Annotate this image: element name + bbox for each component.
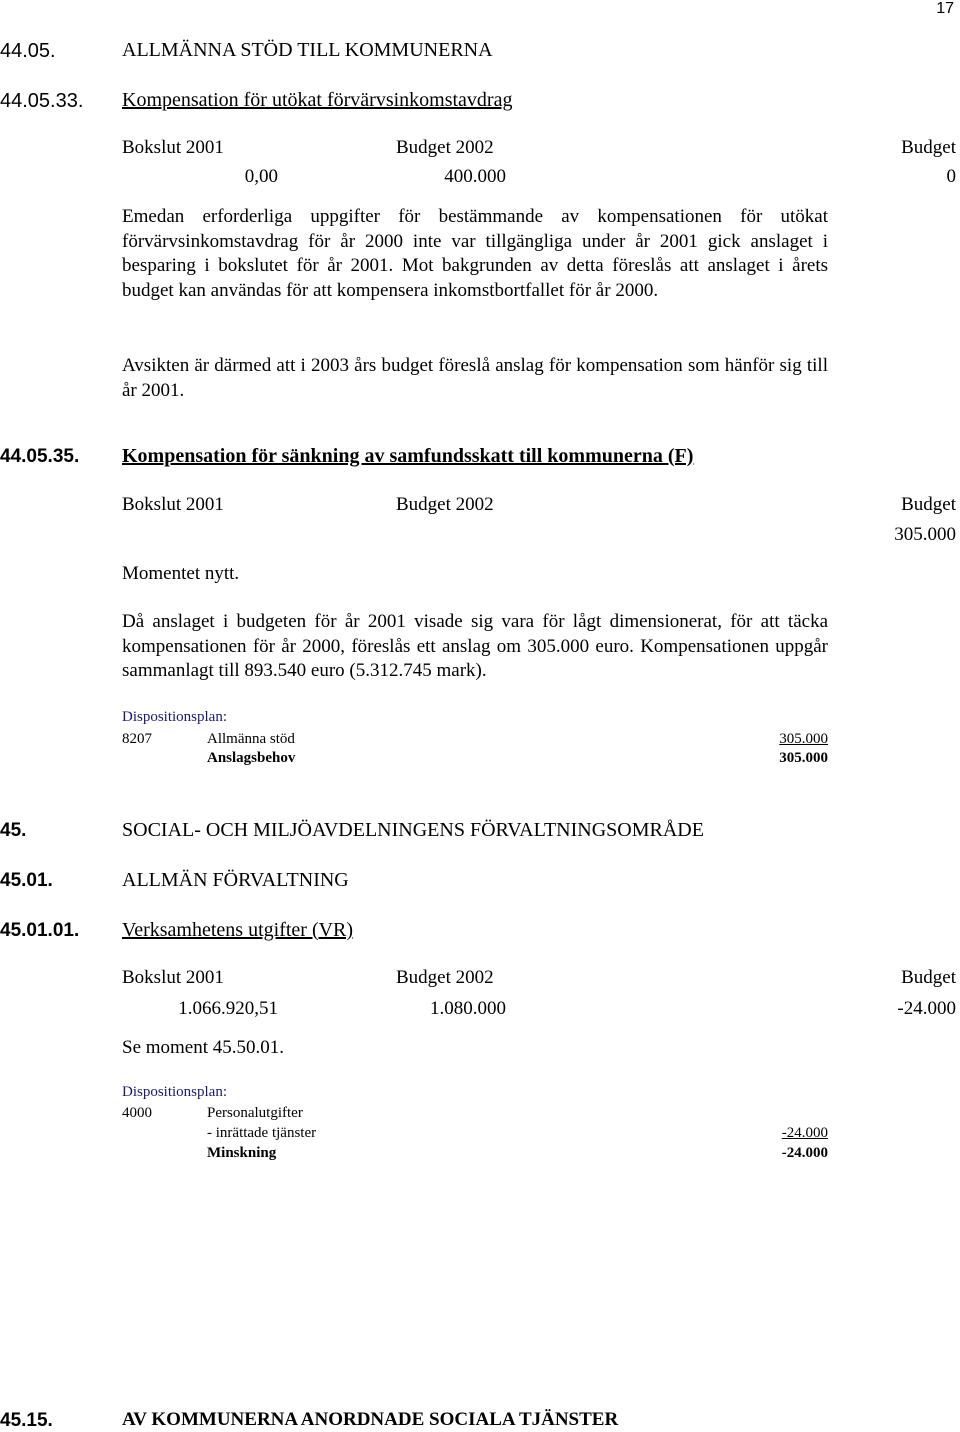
- section-number: 45.15.: [0, 1410, 53, 1431]
- value-bokslut: 0,00: [244, 166, 278, 187]
- row-amount: -24.000: [781, 1125, 828, 1141]
- section-title: Verksamhetens utgifter (VR): [122, 919, 354, 941]
- row-amount: 305.000: [779, 731, 828, 747]
- section-number: 45.01.: [0, 870, 53, 891]
- paragraph: Emedan erforderliga uppgifter för bestämmande av kompensationen för utökat förvärvsinkomstavdrag för år 2000 inte var tillgängliga under år 2001 gick anslaget i besparing i bokslutet för år 2001. Mot bakgrunden av detta föreslås att anslaget i årets budget kan användas för att kompensera inkomstbortfallet för år 2000.: [122, 206, 828, 301]
- value-budget: 0: [946, 166, 956, 187]
- header-budget: Budget: [901, 494, 956, 515]
- moment-note: Momentet nytt.: [122, 563, 240, 584]
- section-number: 44.05.35.: [0, 446, 80, 467]
- disposition-label: Dispositionsplan:: [122, 1084, 228, 1100]
- header-budget: Budget: [901, 967, 956, 988]
- row-code: 4000: [122, 1105, 152, 1121]
- header-bokslut: Bokslut 2001: [122, 137, 224, 158]
- paragraph: Avsikten är därmed att i 2003 års budget föreslå anslag för kompensation som hänför sig till år 2001.: [122, 355, 828, 401]
- row-text: Allmänna stöd: [207, 731, 295, 747]
- section-number: 45.: [0, 820, 27, 841]
- row-text: Minskning: [207, 1145, 277, 1161]
- disposition-label: Dispositionsplan:: [122, 709, 228, 725]
- row-amount: -24.000: [781, 1145, 828, 1161]
- row-text: Anslagsbehov: [207, 750, 296, 766]
- value-budget-2002: 1.080.000: [430, 998, 506, 1019]
- header-budget-2002: Budget 2002: [396, 494, 494, 515]
- section-title: Kompensation för utökat förvärvsinkomstavdrag: [122, 89, 513, 111]
- row-text: - inrättade tjänster: [207, 1125, 317, 1141]
- section-title: Kompensation för sänkning av samfundsskatt till kommunerna (F): [122, 445, 694, 467]
- header-budget-2002: Budget 2002: [396, 967, 494, 988]
- section-title: SOCIAL- OCH MILJÖAVDELNINGENS FÖRVALTNINGSOMRÅDE: [122, 819, 704, 841]
- page-number: 17: [936, 0, 954, 17]
- header-budget: Budget: [901, 137, 956, 158]
- section-number: 44.05.: [0, 40, 56, 62]
- section-title: ALLMÄN FÖRVALTNING: [122, 869, 349, 891]
- paragraph: Då anslaget i budgeten för år 2001 visade sig vara för lågt dimensionerat, för att täcka kompensationen för år 2000, föreslås ett anslag om 305.000 euro. Kompensationen uppgår sammanlagt till 893.540 euro (5.312.745 mark).: [122, 611, 828, 681]
- row-code: 8207: [122, 731, 152, 747]
- section-number: 45.01.01.: [0, 920, 80, 941]
- header-bokslut: Bokslut 2001: [122, 494, 224, 515]
- value-budget-2002: 400.000: [444, 166, 506, 187]
- value-budget: -24.000: [897, 998, 956, 1019]
- row-text: Personalutgifter: [207, 1105, 303, 1121]
- header-bokslut: Bokslut 2001: [122, 967, 224, 988]
- value-bokslut: 1.066.920,51: [178, 998, 278, 1019]
- moment-note: Se moment 45.50.01.: [122, 1037, 285, 1058]
- header-budget-2002: Budget 2002: [396, 137, 494, 158]
- value-budget: 305.000: [894, 524, 956, 545]
- section-title: AV KOMMUNERNA ANORDNADE SOCIALA TJÄNSTER: [122, 1409, 619, 1430]
- row-amount: 305.000: [779, 750, 828, 766]
- section-number: 44.05.33.: [0, 90, 84, 112]
- section-title: ALLMÄNNA STÖD TILL KOMMUNERNA: [122, 39, 493, 61]
